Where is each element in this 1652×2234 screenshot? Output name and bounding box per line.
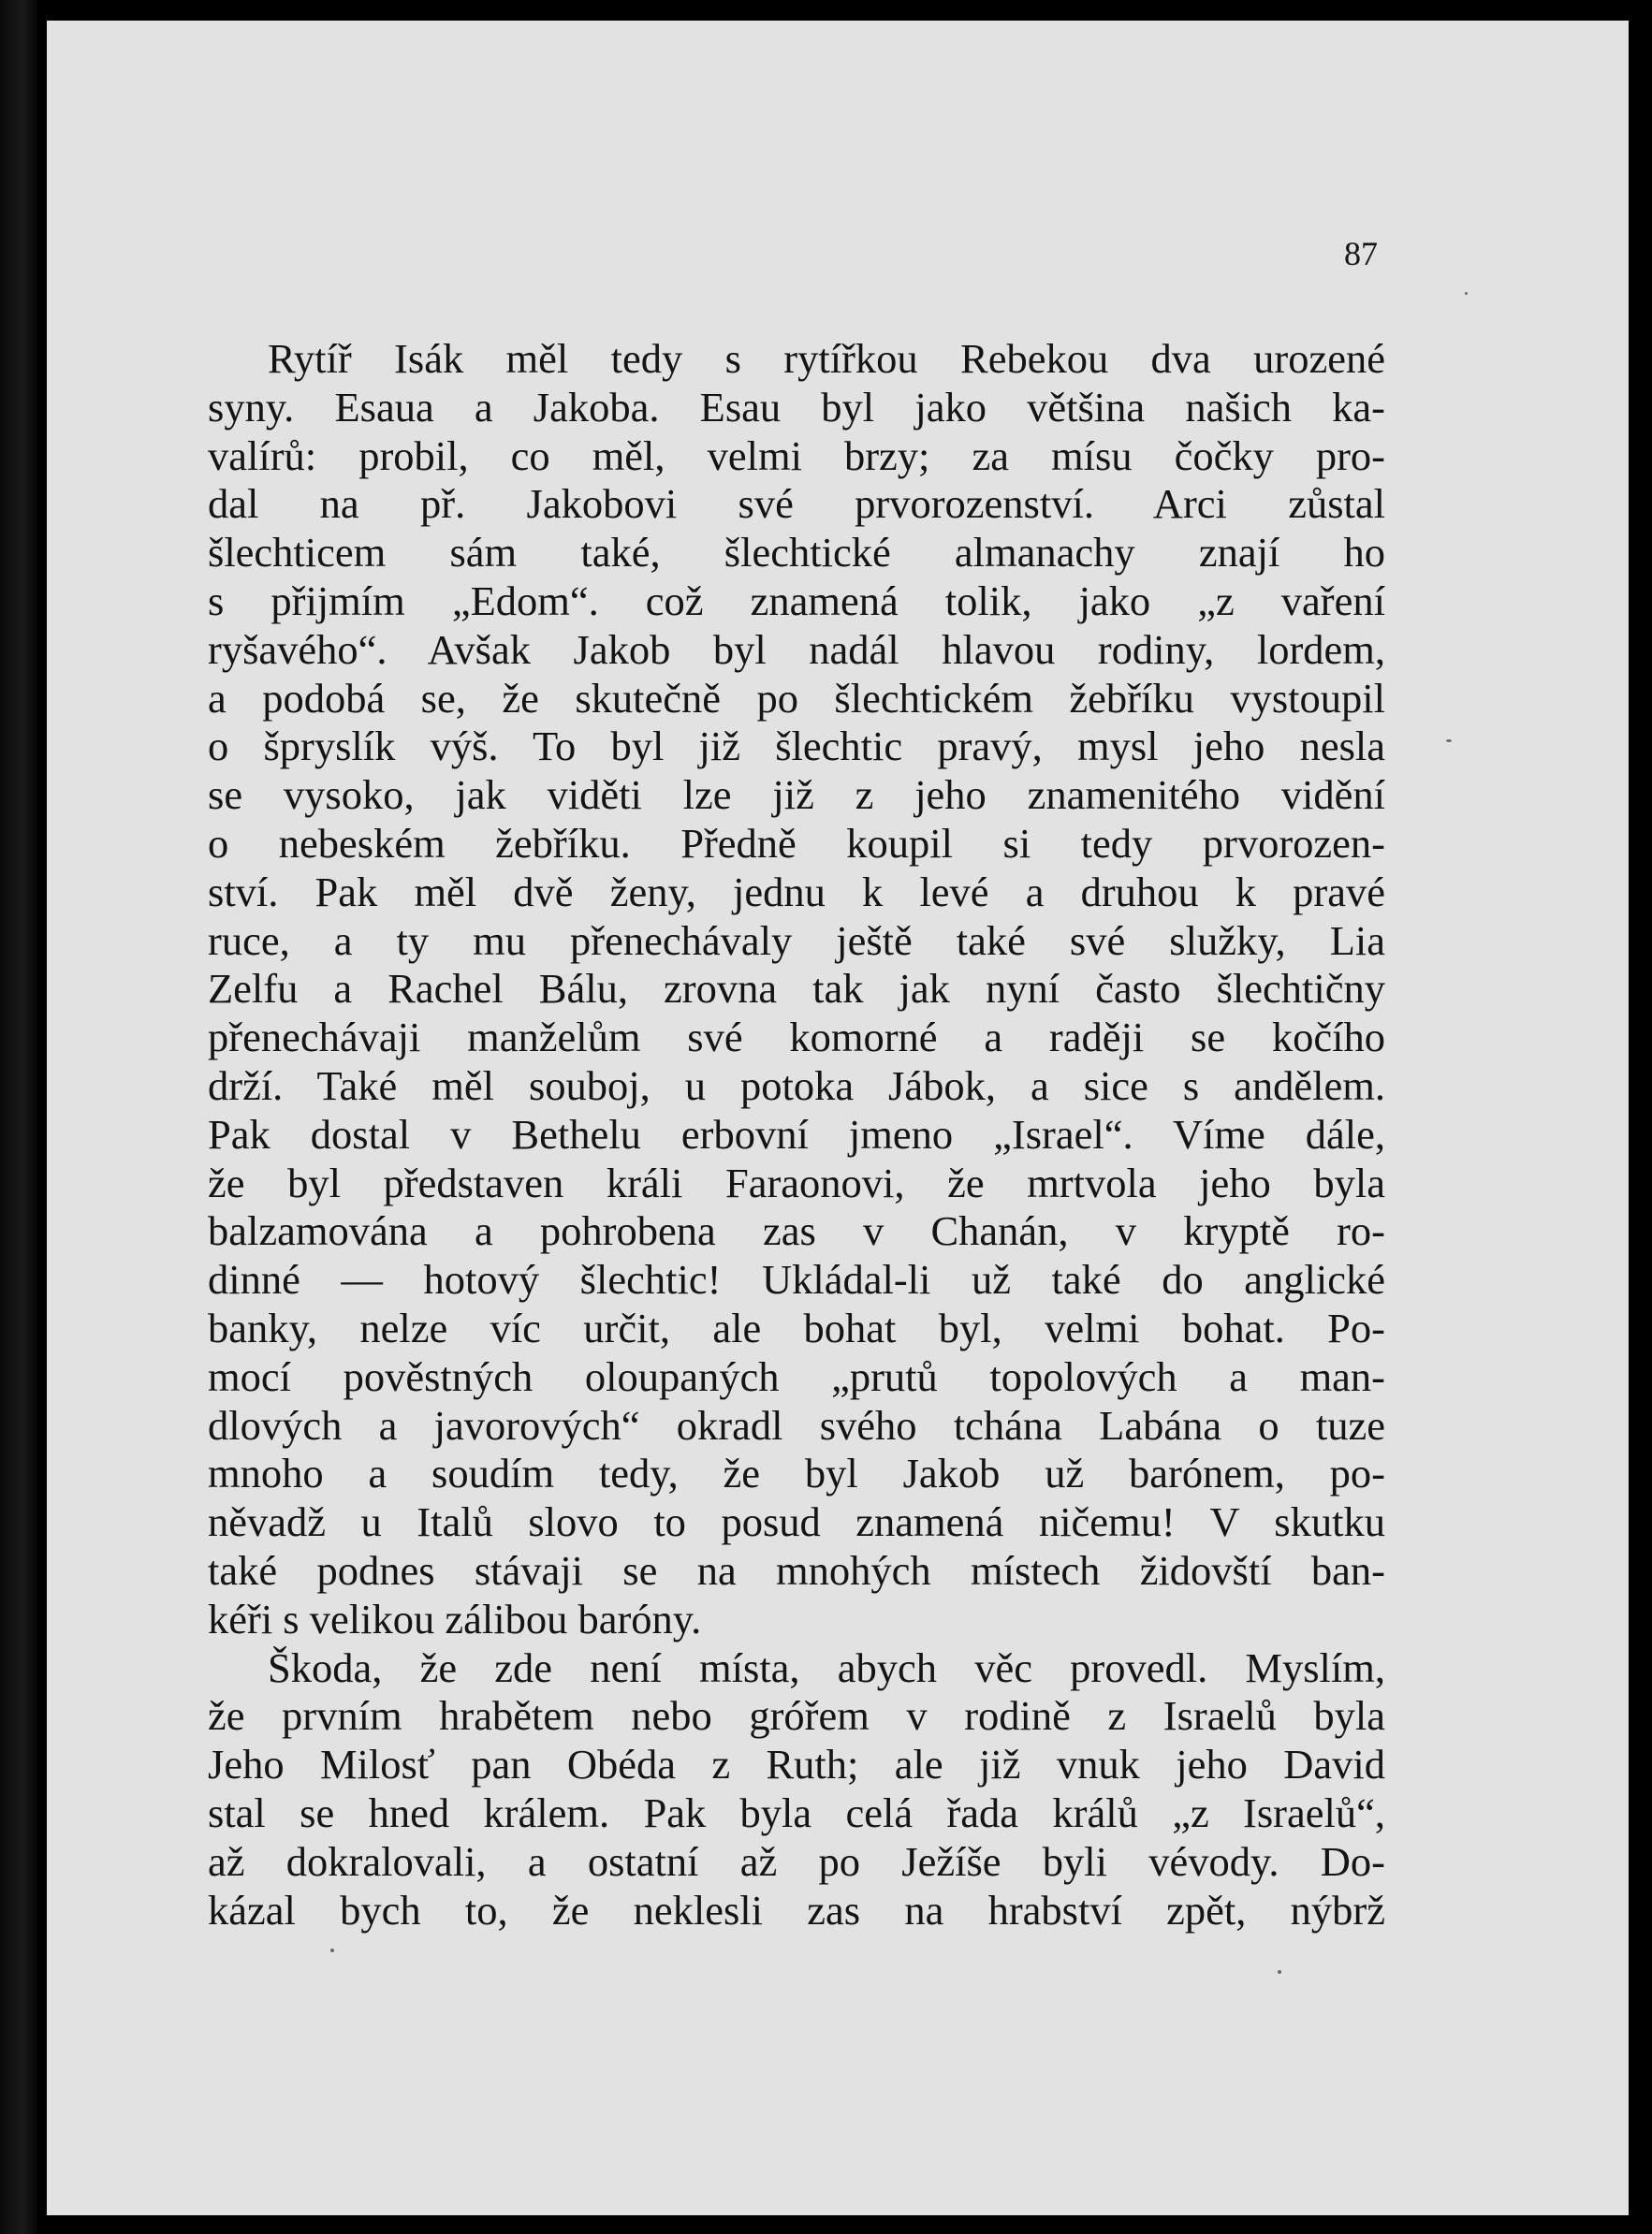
text-line: přenechávaji manželům své komorné a raději se kočího: [208, 1014, 1385, 1061]
text-line: stal se hned králem. Pak byla celá řada králů „z Israelů“,: [208, 1789, 1385, 1836]
dust-speck: [1465, 292, 1468, 295]
text-line: o nebeském žebříku. Předně koupil si tedy prvorozen-: [208, 819, 1385, 867]
text-line: dinné — hotový šlechtic! Ukládal-li už také do anglické: [208, 1256, 1385, 1304]
text-line: ství. Pak měl dvě ženy, jednu k levé a druhou k pravé: [208, 868, 1385, 915]
text-line: dlových a javorových“ okradl svého tchána Labána o tuze: [208, 1401, 1385, 1449]
text-line: syny. Esaua a Jakoba. Esau byl jako většina našich ka-: [208, 383, 1385, 431]
text-line: a podobá se, že skutečně po šlechtickém žebříku vystoupil: [208, 674, 1385, 722]
text-line: že prvním hrabětem nebo gróřem v rodině z Israelů byla: [208, 1692, 1385, 1740]
text-line: s přijmím „Edom“. což znamená tolik, jako „z vaření: [208, 577, 1385, 624]
text-line: také podnes stávaji se na mnohých místech židovští ban-: [208, 1546, 1385, 1594]
text-line: balzamována a pohrobena zas v Chanán, v kryptě ro-: [208, 1207, 1385, 1255]
dust-speck: [1446, 739, 1452, 742]
text-line: se vysoko, jak viděti lze již z jeho znamenitého vidění: [208, 771, 1385, 819]
text-line: dal na př. Jakobovi své prvorozenství. Arci zůstal: [208, 480, 1385, 528]
text-line: něvadž u Italů slovo to posud znamená ničemu! V skutku: [208, 1498, 1385, 1546]
text-line: šlechticem sám také, šlechtické almanachy znají ho: [208, 529, 1385, 577]
text-line: Škoda, že zde není místa, abych věc provedl. Myslím,: [268, 1643, 1385, 1691]
page-number: 87: [1344, 235, 1378, 272]
text-line: banky, nelze víc určit, ale bohat byl, velmi bohat. Po-: [208, 1304, 1385, 1351]
text-line: ruce, a ty mu přenechávaly ještě také své služky, Lia: [208, 916, 1385, 964]
text-line: valírů: probil, co měl, velmi brzy; za mísu čočky pro-: [208, 431, 1385, 479]
text-line: Jeho Milosť pan Obéda z Ruth; ale již vnuk jeho David: [208, 1741, 1385, 1789]
text-line: Rytíř Isák měl tedy s rytířkou Rebekou dva urozené: [268, 335, 1385, 382]
text-line: ryšavého“. Avšak Jakob byl nadál hlavou rodiny, lordem,: [208, 625, 1385, 673]
text-line: o špryslík výš. To byl již šlechtic pravý, mysl jeho nesla: [208, 723, 1385, 770]
text-line: drží. Také měl souboj, u potoka Jábok, a sice s andělem.: [208, 1061, 1385, 1109]
text-line: kéři s velikou zálibou baróny.: [208, 1595, 702, 1643]
text-line: kázal bych to, že neklesli zas na hrabství zpět, nýbrž: [208, 1886, 1385, 1934]
book-page: [47, 21, 1629, 2215]
text-line: že byl představen králi Faraonovi, že mrtvola jeho byla: [208, 1159, 1385, 1206]
text-line: až dokralovali, a ostatní až po Ježíše byli vévody. Do-: [208, 1837, 1385, 1885]
text-line: mnoho a soudím tedy, že byl Jakob už barónem, po-: [208, 1450, 1385, 1497]
dust-speck: [330, 1949, 334, 1952]
binding-edge: [0, 0, 37, 2234]
body-text: [208, 335, 1385, 1935]
dust-speck: [1278, 1970, 1281, 1974]
text-line: Zelfu a Rachel Bálu, zrovna tak jak nyní často šlechtičny: [208, 965, 1385, 1013]
text-line: Pak dostal v Bethelu erbovní jmeno „Israel“. Víme dále,: [208, 1110, 1385, 1158]
text-line: mocí pověstných oloupaných „prutů topolových a man-: [208, 1352, 1385, 1400]
